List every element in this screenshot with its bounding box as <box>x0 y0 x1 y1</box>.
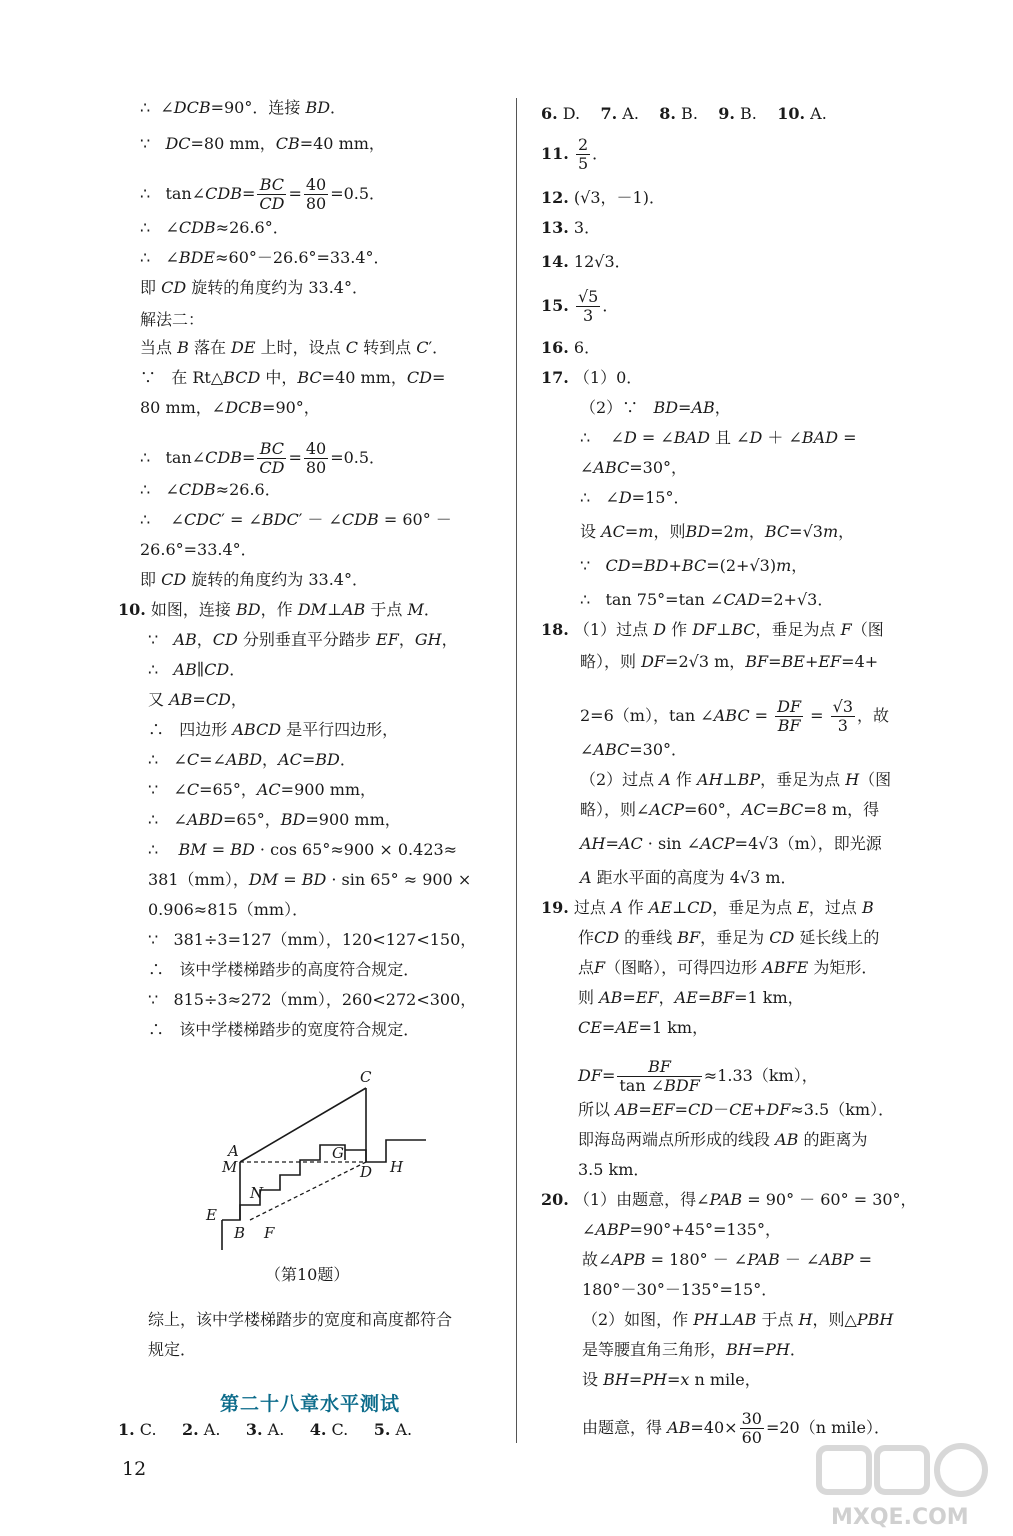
right-text-line: ∴ ∠D=15°． <box>580 488 690 507</box>
right-text-line: 14. 12√3． <box>541 252 631 271</box>
left-text-line: 规定． <box>148 1340 197 1359</box>
left-text-line: ∴ ∠CDB≈26.6°． <box>140 218 289 237</box>
stair-figure <box>190 1060 440 1250</box>
right-text-line: 点F（图略），可得四边形 ABFE 为矩形． <box>578 958 878 977</box>
right-text-line: 16. 6． <box>541 338 601 357</box>
right-text-line: ∠ABC=30°． <box>580 740 688 759</box>
right-text-line: ∠ABC=30°， <box>580 458 688 477</box>
left-text-line: ∴ ∠C=∠ABD，AC=BD． <box>148 750 356 769</box>
right-text-line: 由题意，得 AB=40× $\frac{30}{60}$ =20（n mile）． <box>582 1409 890 1447</box>
right-text-line: ∴ tan 75°=tan ∠CAD=2+√3． <box>580 590 834 609</box>
right-text-line: 则 AB=EF，AE=BF=1 km， <box>578 988 804 1007</box>
right-text-line: 19. 过点 A 作 AE⊥CD，垂足为点 E，过点 B <box>541 898 874 917</box>
label-H: H <box>390 1158 404 1176</box>
left-text-line: ∵ 在 Rt△BCD 中，BC=40 mm，CD= <box>140 368 446 387</box>
left-text-line: ∵ ∠C=65°，AC=900 mm， <box>148 780 377 799</box>
right-text-line: 13. 3． <box>541 218 601 237</box>
left-text-line: ∵ AB，CD 分别垂直平分踏步 EF，GH， <box>148 630 458 649</box>
left-text-line: 10. 如图，连接 BD，作 DM⊥AB 于点 M． <box>118 600 440 619</box>
left-text-line: ∴ 该中学楼梯踏步的高度符合规定． <box>148 960 420 979</box>
right-text-line: ∴ ∠D = ∠BAD 且 ∠D ＋ ∠BAD = <box>580 428 857 447</box>
left-text-line: ∴ ∠BDE≈60°－26.6°=33.4°． <box>140 248 390 267</box>
right-text-line: 17. （1）0． <box>541 368 643 387</box>
right-text-line: 即海岛两端点所形成的线段 AB 的距离为 <box>578 1130 868 1149</box>
left-text-line: 解法二： <box>140 310 205 329</box>
right-text-line: ∠ABP=90°+45°=135°， <box>582 1220 781 1239</box>
right-text-line: 11. $\frac{2}{5}$ ． <box>541 135 609 173</box>
left-text-line: ∴ ∠ABD=65°，BD=900 mm， <box>148 810 401 829</box>
left-text-line: ∴ 该中学楼梯踏步的宽度符合规定． <box>148 1020 420 1039</box>
left-text-line: 1. C. 2. A. 3. A. 4. C. 5. A. <box>118 1420 413 1439</box>
right-text-line: CE=AE=1 km， <box>578 1018 709 1037</box>
left-text-line: 即 CD 旋转的角度约为 33.4°． <box>140 570 368 589</box>
left-text-line: ∴ ∠CDB≈26.6． <box>140 480 281 499</box>
watermark-logo <box>811 1440 1001 1530</box>
right-text-line: 3.5 km． <box>578 1160 650 1179</box>
right-text-line: （2）过点 A 作 AH⊥BP，垂足为点 H（图 <box>580 770 892 789</box>
left-text-line: ∵ DC=80 mm，CB=40 mm， <box>140 134 385 153</box>
label-D: D <box>360 1163 373 1181</box>
left-text-line: 80 mm，∠DCB=90°， <box>140 398 320 417</box>
svg-text:MXQE.COM: MXQE.COM <box>831 1505 969 1530</box>
left-text-line: ∴ tan∠CDB= $\frac{BC}{CD}$ = $\frac{40}{80}$ =0.5． <box>140 175 386 213</box>
left-text-line: ∴ ∠CDC′ = ∠BDC′ － ∠CDB = 60° － <box>140 510 452 529</box>
right-text-line: （2）∵ BD=AB， <box>580 398 731 417</box>
label-G: G <box>332 1144 344 1162</box>
left-text-line: ∴ tan∠CDB= $\frac{BC}{CD}$ = $\frac{40}{80}$ =0.5． <box>140 439 386 477</box>
right-text-line: DF= $\frac{BF}{\text{tan ∠BDF}}$ ≈1.33（km）， <box>578 1057 818 1095</box>
right-text-line: A 距水平面的高度为 4√3 m． <box>580 868 797 887</box>
right-text-line: 作CD 的垂线 BF，垂足为 CD 延长线上的 <box>578 928 880 947</box>
figure-caption: （第10题） <box>265 1265 350 1284</box>
left-text-line: 综上，该中学楼梯踏步的宽度和高度都符合 <box>148 1310 453 1329</box>
left-text-line: ∴ AB∥CD． <box>148 660 246 679</box>
right-text-line: 略），则 DF=2√3 m，BF=BE+EF=4+ <box>580 652 879 671</box>
label-A: A <box>228 1142 239 1160</box>
label-C: C <box>360 1068 372 1086</box>
label-B: B <box>234 1224 246 1242</box>
left-text-line: 0.906≈815（mm）． <box>148 900 309 919</box>
right-text-line: 6. D. 7. A. 8. B. 9. B. 10. A. <box>541 104 827 123</box>
label-E: E <box>206 1206 217 1224</box>
right-text-line: 180°－30°－135°=15°． <box>582 1280 778 1299</box>
right-text-line: 略），则∠ACP=60°，AC=BC=8 m，得 <box>580 800 880 819</box>
right-text-line: 设 BH=PH=x n mile， <box>582 1370 761 1389</box>
left-text-line: 又 AB=CD， <box>148 690 247 709</box>
right-text-line: 设 AC=m，则BD=2m，BC=√3m， <box>580 522 855 541</box>
left-text-line: 381（mm），DM = BD · sin 65° ≈ 900 × <box>148 870 472 889</box>
left-text-line: ∴ BM = BD · cos 65°≈900 × 0.423≈ <box>148 840 458 859</box>
right-text-line: 是等腰直角三角形，BH=PH． <box>582 1340 806 1359</box>
right-text-line: 12. (√3，－1)． <box>541 188 665 207</box>
column-divider <box>516 98 517 1443</box>
left-text-line: ∵ 381÷3=127（mm），120<127<150， <box>148 930 477 949</box>
right-text-line: ∵ CD=BD+BC=(2+√3)m， <box>580 556 808 575</box>
left-text-line: 即 CD 旋转的角度约为 33.4°． <box>140 278 368 297</box>
label-N: N <box>250 1184 264 1202</box>
page-number: 12 <box>122 1458 147 1480</box>
right-text-line: 15. $\frac{√5}{3}$ ． <box>541 287 619 325</box>
label-M: M <box>222 1158 238 1176</box>
right-text-line: 18. （1）过点 D 作 DF⊥BC，垂足为点 F（图 <box>541 620 884 639</box>
left-text-line: 当点 B 落在 DE 上时，设点 C 转到点 C′． <box>140 338 449 357</box>
right-text-line: 2=6（m），tan ∠ABC = $\frac{DF}{BF}$ = $\frac{√3}{3}$ ，故 <box>580 697 890 735</box>
left-text-line: 26.6°=33.4°． <box>140 540 257 559</box>
right-text-line: 所以 AB=EF=CD－CE+DF≈3.5（km）． <box>578 1100 895 1119</box>
right-text-line: 故∠APB = 180° － ∠PAB － ∠ABP = <box>582 1250 872 1269</box>
label-F: F <box>264 1224 275 1242</box>
section-title: 第二十八章水平测试 <box>219 1393 400 1415</box>
right-text-line: AH=AC · sin ∠ACP=4√3（m），即光源 <box>580 834 882 853</box>
left-text-line: ∴ ∠DCB=90°．连接 BD． <box>140 98 347 117</box>
left-text-line: ∴ 四边形 ABCD 是平行四边形， <box>148 720 399 739</box>
left-text-line: ∵ 815÷3≈272（mm），260<272<300， <box>148 990 477 1009</box>
right-text-line: （2）如图，作 PH⊥AB 于点 H，则△PBH <box>582 1310 894 1329</box>
right-text-line: 20. （1）由题意，得∠PAB = 90° － 60° = 30°， <box>541 1190 917 1209</box>
